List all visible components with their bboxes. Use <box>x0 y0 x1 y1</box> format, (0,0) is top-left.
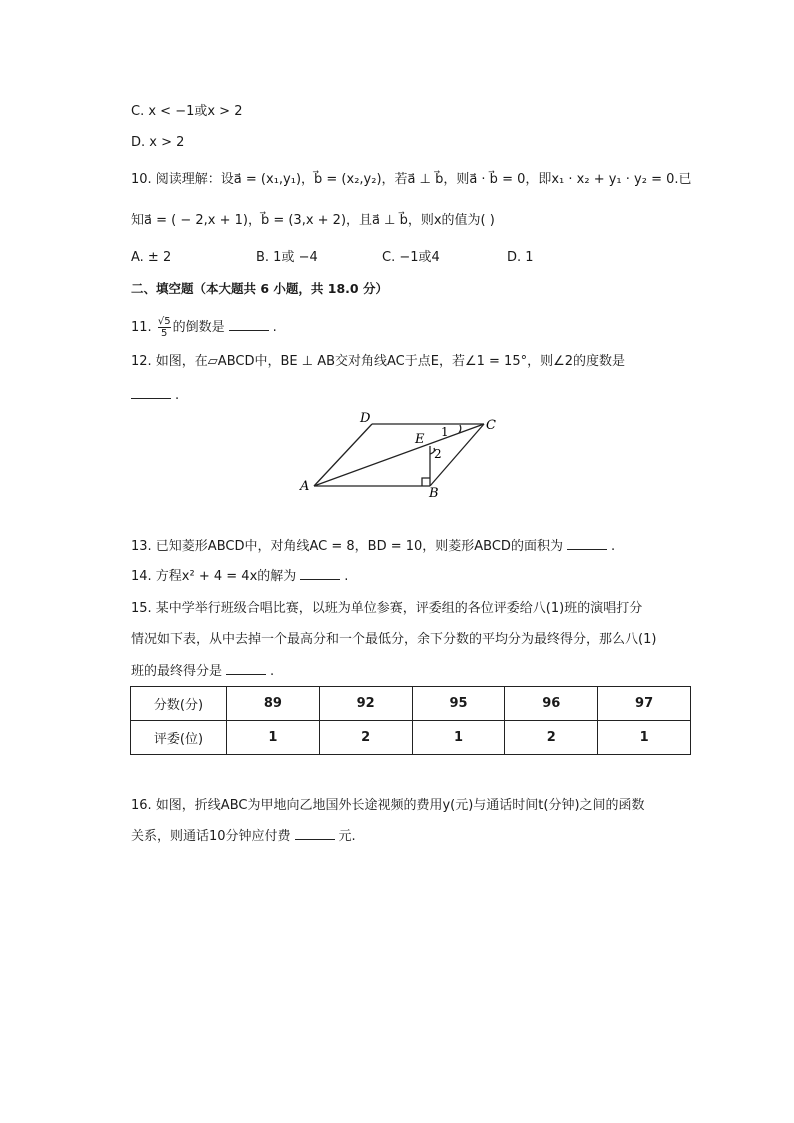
parallelogram-figure <box>296 404 506 499</box>
q11-period: . <box>272 320 277 335</box>
q15-blank <box>226 662 266 675</box>
q11-frac-top: √5 <box>157 316 171 327</box>
table-cell: 1 <box>598 721 691 755</box>
q11-text: 的倒数是 <box>172 320 225 335</box>
q10-option-a: A. ± 2 <box>131 250 172 265</box>
table-cell: 分数(分) <box>131 687 227 721</box>
q10-line1: 10. 阅读理解：设a⃗ = (x₁,y₁)，b⃗ = (x₂,y₂)，若a⃗ ⊥ b⃗，则a⃗ · b⃗ = 0，即x₁ · x₂ + y₁ · y₂ = 0.已 <box>131 172 692 187</box>
q10-option-c: C. −1或4 <box>382 250 440 265</box>
q14-blank <box>300 567 340 580</box>
q14 <box>131 567 348 586</box>
q15-line3 <box>131 662 274 681</box>
right-angle-mark <box>422 478 430 486</box>
angle-1-arc <box>459 425 461 433</box>
q13-text: 13. 已知菱形ABCD中，对角线AC = 8，BD = 10，则菱形ABCD的面积为 <box>131 539 563 554</box>
q10-line2: 知a⃗ = ( − 2,x + 1)，b⃗ = (3,x + 2)，且a⃗ ⊥ b⃗，则x的值为( ) <box>131 213 495 228</box>
label-e: E <box>415 432 425 447</box>
table-cell: 92 <box>319 687 412 721</box>
q12-period: . <box>175 388 180 403</box>
table-row <box>131 721 691 755</box>
q11-frac-bot: 5 <box>161 328 168 339</box>
table-row <box>131 687 691 721</box>
q15-period: . <box>270 664 275 679</box>
label-d: D <box>360 411 371 426</box>
label-a: A <box>300 479 310 494</box>
label-c: C <box>486 418 496 433</box>
label-b: B <box>429 486 439 499</box>
q10-option-d: D. 1 <box>507 250 534 265</box>
table-cell: 95 <box>412 687 505 721</box>
label-1: 1 <box>441 425 449 439</box>
q15-text: 班的最终得分是 <box>131 664 223 679</box>
q16-text: 关系，则通话10分钟应付费 <box>131 829 291 844</box>
table-cell: 1 <box>412 721 505 755</box>
label-2: 2 <box>434 447 442 461</box>
q11-fraction <box>158 316 171 339</box>
q15-line2: 情况如下表，从中去掉一个最高分和一个最低分，余下分数的平均分为最终得分，那么八(1) <box>131 632 657 647</box>
q13-blank <box>567 537 607 550</box>
option-c: C. x < −1或x > 2 <box>131 104 243 119</box>
q11-number: 11. <box>131 320 152 335</box>
q14-text: 14. 方程x² + 4 = 4x的解为 <box>131 569 297 584</box>
table-cell: 96 <box>505 687 598 721</box>
q16-line1: 16. 如图，折线ABC为甲地向乙地国外长途视频的费用y(元)与通话时间t(分钟)之间的函数 <box>131 798 645 813</box>
table-cell: 评委(位) <box>131 721 227 755</box>
table-cell: 2 <box>319 721 412 755</box>
q13-period: . <box>610 539 616 554</box>
table-cell: 89 <box>227 687 320 721</box>
diagonal-ac <box>314 424 484 486</box>
option-d: D. x > 2 <box>131 135 185 150</box>
q10-option-b: B. 1或 −4 <box>256 250 318 265</box>
q13 <box>131 537 615 556</box>
segment-ad <box>314 424 372 486</box>
q15-line1: 15. 某中学举行班级合唱比赛，以班为单位参赛，评委组的各位评委给八(1)班的演唱打分 <box>131 601 643 616</box>
q14-period: . <box>344 569 349 584</box>
q12-blank <box>131 386 171 399</box>
table-cell: 97 <box>598 687 691 721</box>
q12-line2 <box>131 386 179 405</box>
score-table <box>130 686 691 755</box>
q11-blank <box>229 318 269 331</box>
table-cell: 2 <box>505 721 598 755</box>
q11 <box>131 316 277 339</box>
q16-line2 <box>131 827 356 846</box>
q12-line1: 12. 如图，在▱ABCD中，BE ⊥ AB交对角线AC于点E，若∠1 = 15°，则∠2的度数是 <box>131 354 626 369</box>
q16-unit: 元. <box>338 829 356 844</box>
q16-blank <box>295 827 335 840</box>
table-cell: 1 <box>227 721 320 755</box>
q10-options <box>131 249 534 267</box>
section-heading: 二、填空题（本大题共 6 小题，共 18.0 分） <box>131 281 388 296</box>
